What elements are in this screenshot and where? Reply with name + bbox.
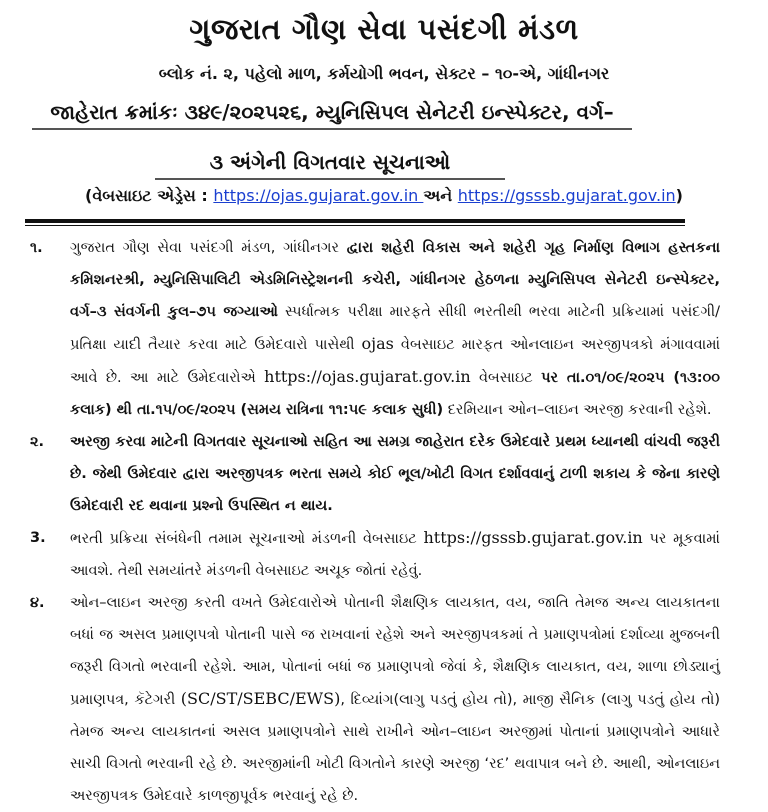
item-number: ૨. (30, 434, 45, 450)
item-number: ૧. (30, 240, 43, 256)
ojas-link[interactable]: https://ojas.gujarat.gov.in (213, 186, 424, 205)
divider-thick-line (25, 219, 685, 223)
list-item-3 (30, 522, 720, 587)
item-text: દરમિયાન ઓન–લાઇન અરજી કરવાની રહેશે. (443, 402, 712, 418)
item-text: ઓન–લાઇન અરજી કરતી વખતે ઉમેદવારોએ પોતાની શૈક્ષણિક લાયકાત, વય, જાતિ તેમજ અન્ય લાયકાતના બધાં જ અસલ પ્રમાણપત્રો પોતાની પાસે જ રાખવાનાં રહેશે અને અરજીપત્રકમાં તે પ્રમાણપત્રોમાં દર્શાવ્યા મુજબની જરૂરી વિગતો ભરવાની રહેશે. આમ, પોતાનાં બધાં જ પ્રમાણપત્રો જેવાં કે, શૈક્ષણિક લાયકાત, વય, શાળા છોડ્યાનું પ્રમાણપત્ર, કૅટેગરી (70, 595, 720, 708)
section-divider (25, 219, 685, 226)
org-title: ગુજરાત ગૌણ સેવા પસંદગી મંડળ (189, 12, 579, 46)
website-suffix: ) (675, 186, 683, 205)
item-text: વેબસાઇટ (470, 370, 542, 386)
item-text: પર મૂકવામાં આવશે. તેથી સમયાંતરે મંડળની વેબસાઇટ અચૂક જોતાં રહેવું. (70, 531, 720, 579)
item-text-bold: દ્વારા શહેરી વિકાસ અને શહેરી ગૃહ નિર્માણ વિભાગ હસ્તકના કમિશનરશ્રી, મ્યુનિસિપાલિટી એડમિનિસ્ટ્રેશનની કચેરી, ગાંધીનગર હેઠળના મ્યુનિસિપલ સેનેટરી ઇન્સ્પેક્ટર, વર્ગ–૩ સંવર્ગની કુલ–૭૫ જગ્યાઓ (70, 240, 720, 320)
website-prefix: (વેબસાઇટ એડ્રેસ : (85, 186, 214, 205)
item-number: 3. (30, 530, 46, 546)
website-addresses (0, 186, 768, 206)
item-text: , દિવ્યાંગ(લાગુ પડતું હોય તો), માજી સૈનિક (લાગુ પડતું હોય તો) તેમજ અન્ય લાયકાતનાં અસલ પ્રમાણપત્રોને સાથે રાખીને ઓન–લાઇન અરજીમાં પોતાનાં પ્રમાણપત્રોને આધારે સાચી વિગતો ભરવાની રહે છે. અરજીમાંની ખોટી વિગતોને કારણે અરજી ‘રદ’ થવાપાત્ર બને છે. આથી, ઓનલાઇન અરજીપત્રક ઉમેદવારે કાળજીપૂર્વક ભરવાનું રહે છે. (70, 692, 720, 804)
notice-title-line1: જાહેરાત ક્રમાંકઃ ૩૪૯/૨૦૨૫૨૬, મ્યુનિસિપલ સેનેટરી ઇન્સ્પેક્ટર, વર્ગ– (32, 100, 632, 130)
item-dates-bold: પર તા.૦૧/૦૯/૨૦૨૫ (૧૩:૦૦ કલાક) થી તા.૧૫/૦૯/૨૦૨૫ (સમય રાત્રિના ૧૧:૫૯ કલાક સુધી) (70, 370, 720, 418)
website-and: અને (423, 186, 458, 205)
item-text-latin: ojas (361, 334, 394, 353)
item-text: વેબસાઇટ મારફત ઓનલાઇન અરજીપત્રકો મંગાવવામાં આવે છે. આ માટે ઉમેદવારોએ (70, 337, 720, 386)
item-text-latin: (SC/ST/SEBC/EWS) (180, 689, 341, 708)
notice-title-line2: ૩ અંગેની વિગતવાર સૂચનાઓ (155, 150, 505, 180)
ojas-url-text: https://ojas.gujarat.gov.in (264, 367, 471, 386)
gsssb-link[interactable]: https://gsssb.gujarat.gov.in (457, 186, 676, 205)
item-text: સ્પર્ધાત્મક પરીક્ષા મારફતે સીધી ભરતીથી ભરવા માટેની પ્રક્રિયામાં પસંદગી/પ્રતિક્ષા યાદી તૈયાર કરવા માટે ઉમેદવારો પાસેથી (70, 304, 720, 353)
list-item-4 (30, 587, 720, 812)
list-item-2 (30, 426, 720, 522)
item-number: ૪. (30, 595, 45, 611)
instructions-list (30, 232, 720, 812)
item-text: ગુજરાત ગૌણ સેવા પસંદગી મંડળ, ગાંધીનગર (70, 240, 347, 256)
item-text: ભરતી પ્રક્રિયા સંબંધેની તમામ સૂચનાઓ મંડળની વેબસાઇટ (70, 531, 424, 547)
list-item-1 (30, 232, 720, 426)
org-address: બ્લોક નં. ૨, પહેલો માળ, કર્મયોગી ભવન, સેક્ટર – ૧૦-એ, ગાંધીનગર (158, 64, 610, 83)
gsssb-url-text: https://gsssb.gujarat.gov.in (423, 528, 643, 547)
item-text-bold: અરજી કરવા માટેની વિગતવાર સૂચનાઓ સહિત આ સમગ્ર જાહેરાત દરેક ઉમેદવારે પ્રથમ ધ્યાનથી વાંચવી જરૂરી છે. જેથી ઉમેદવાર દ્વારા અરજીપત્રક ભરતા સમયે કોઈ ભૂલ/ખોટી વિગત દર્શાવવાનું ટાળી શકાય કે જેના કારણે ઉમેદવારી રદ થવાના પ્રશ્નો ઉપસ્થિત ન થાય. (70, 434, 720, 514)
divider-thin-line (25, 225, 685, 226)
